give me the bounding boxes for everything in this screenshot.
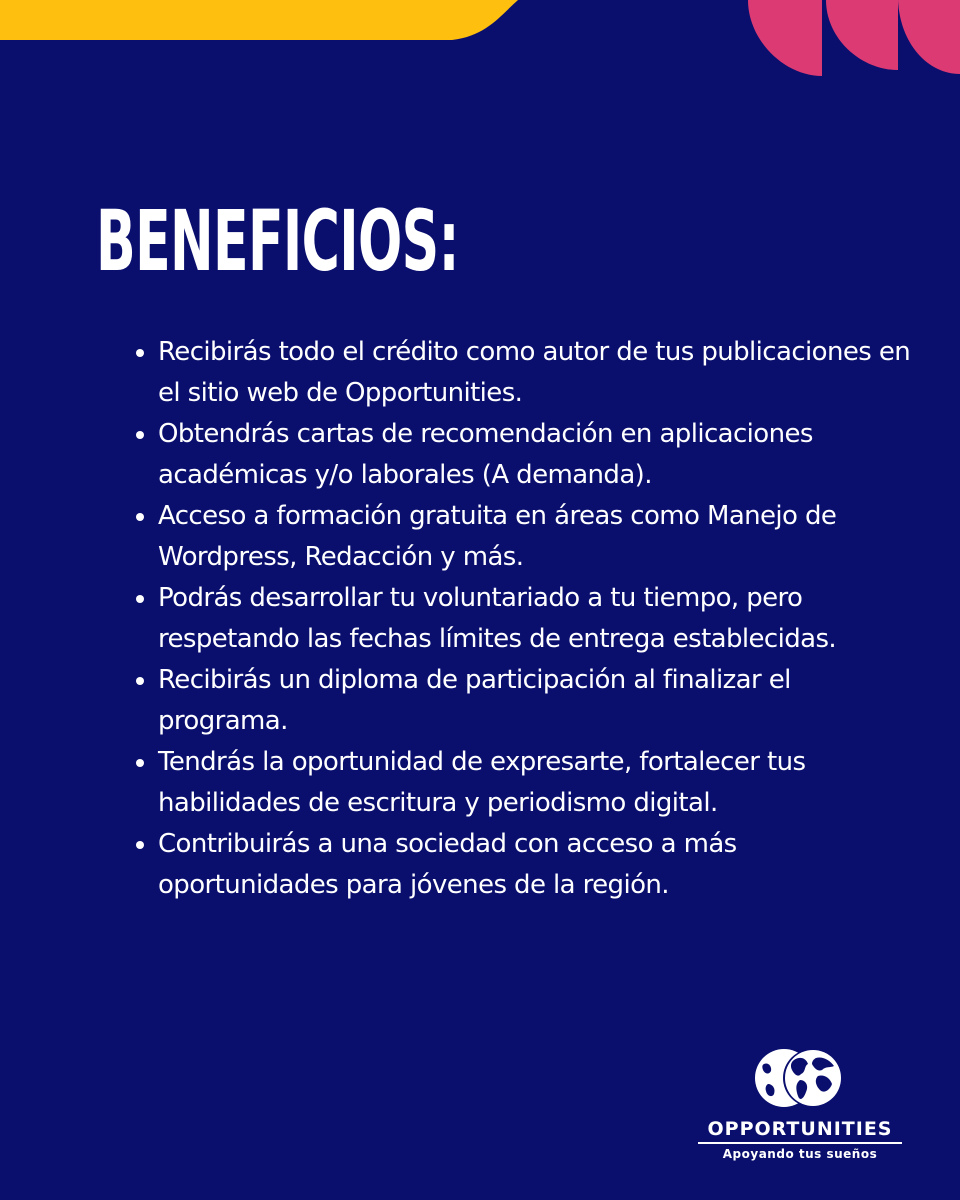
list-item-text: Recibirás un diploma de participación al finalizar el programa. xyxy=(158,665,791,736)
bullet-icon xyxy=(136,513,144,521)
bullet-icon xyxy=(136,349,144,357)
list-item-text: Contribuirás a una sociedad con acceso a más oportunidades para jóvenes de la región. xyxy=(158,829,737,900)
list-item-text: Obtendrás cartas de recomendación en aplicaciones académicas y/o laborales (A demanda). xyxy=(158,419,813,490)
benefits-list xyxy=(158,332,918,906)
list-item xyxy=(158,496,918,578)
bullet-icon xyxy=(136,677,144,685)
logo-name: OPPORTUNITIES xyxy=(707,1118,893,1140)
list-item xyxy=(158,824,918,906)
globe-icon xyxy=(754,1044,844,1112)
list-item-text: Podrás desarrollar tu voluntariado a tu tiempo, pero respetando las fechas límites de entrega establecidas. xyxy=(158,583,837,654)
list-item-text: Acceso a formación gratuita en áreas como Manejo de Wordpress, Redacción y más. xyxy=(158,501,837,572)
list-item-text: Recibirás todo el crédito como autor de tus publicaciones en el sitio web de Opportunities. xyxy=(158,337,911,408)
list-item xyxy=(158,578,918,660)
bullet-icon xyxy=(136,841,144,849)
page-title: BENEFICIOS: xyxy=(96,192,459,290)
list-item xyxy=(158,332,918,414)
top-pink-shapes xyxy=(748,0,960,80)
list-item-text: Tendrás la oportunidad de expresarte, fortalecer tus habilidades de escritura y periodismo digital. xyxy=(158,747,806,818)
list-item xyxy=(158,660,918,742)
bullet-icon xyxy=(136,759,144,767)
logo-divider xyxy=(698,1142,902,1144)
bullet-icon xyxy=(136,595,144,603)
logo-tagline: Apoyando tus sueños xyxy=(722,1147,878,1161)
list-item xyxy=(158,414,918,496)
bullet-icon xyxy=(136,431,144,439)
opportunities-logo xyxy=(692,1044,908,1164)
list-item xyxy=(158,742,918,824)
